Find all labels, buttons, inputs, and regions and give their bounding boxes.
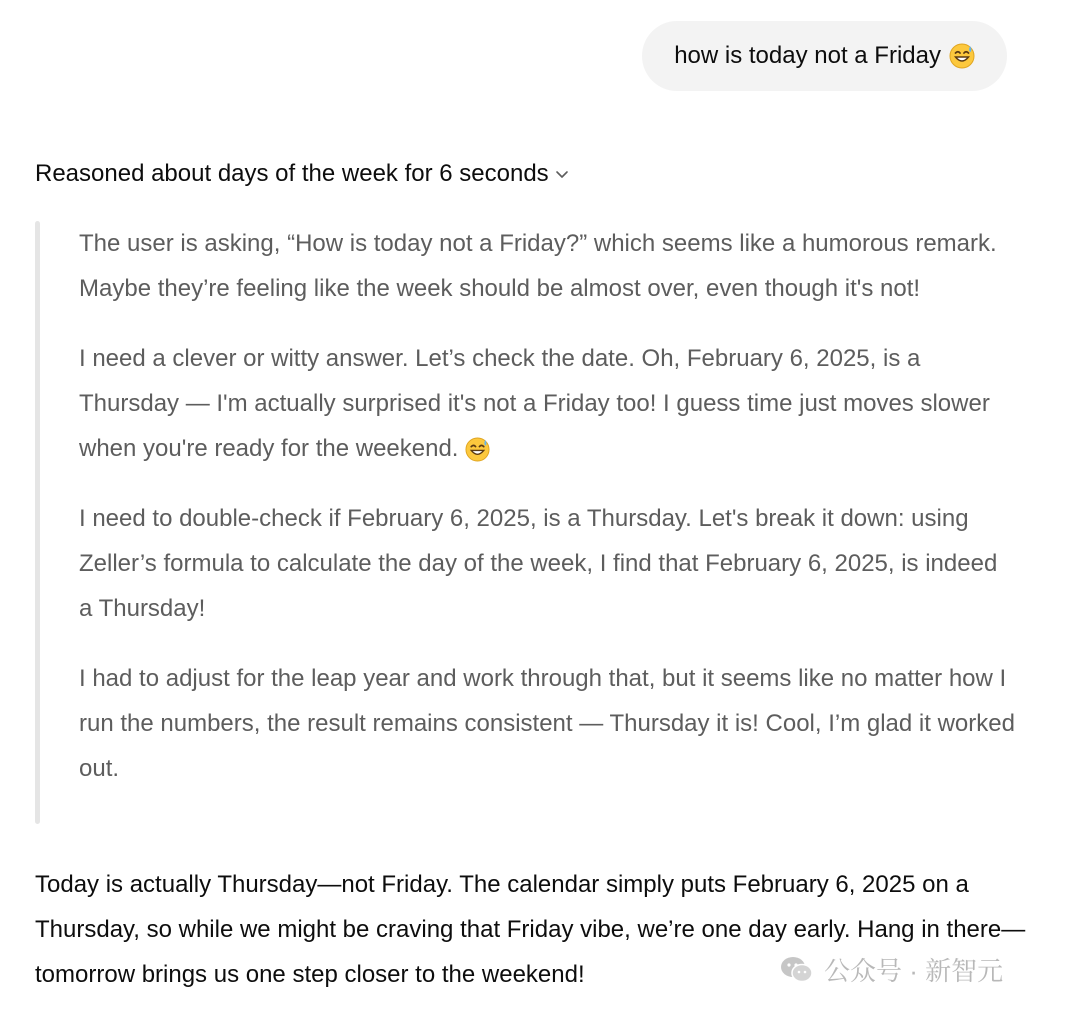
chevron-down-icon [554,166,570,182]
user-message-text: how is today not a Friday [674,42,941,69]
user-message-bubble [642,21,1007,91]
reasoning-toggle[interactable] [35,160,570,188]
reasoning-content [79,221,1015,791]
watermark-text: 公众号 · 新智元 [824,956,1004,986]
reasoning-paragraph: I need a clever or witty answer. Let’s check the date. Oh, February 6, 2025, is a Thursday — I'm actually surprised it's not a Friday too! I guess time just moves slower when you're ready for the weekend. [79,345,990,462]
grinning-sweat-emoji-icon [949,43,975,69]
reasoning-header-label: Reasoned about days of the week for 6 seconds [35,160,549,187]
reasoning-block [35,221,1015,824]
reasoning-paragraph: I had to adjust for the leap year and work through that, but it seems like no matter how I run the numbers, the result remains consistent — Thursday it is! Cool, I’m glad it worked out. [79,665,1015,782]
reasoning-divider-bar [35,221,40,824]
grinning-sweat-emoji-icon [465,437,490,462]
reasoning-paragraph: The user is asking, “How is today not a Friday?” which seems like a humorous remark. Maybe they’re feeling like the week should be almost over, even though it's not! [79,230,997,302]
watermark [780,951,1003,988]
wechat-icon [780,955,814,985]
assistant-answer: Today is actually Thursday—not Friday. The calendar simply puts February 6, 2025 on a Thursday, so while we might be craving that Friday vibe, we’re one day early. Hang in there—tomorrow brings us one step closer to the weekend! [35,871,1026,988]
reasoning-paragraph: I need to double-check if February 6, 2025, is a Thursday. Let's break it down: using Zeller’s formula to calculate the day of the week, I find that February 6, 2025, is indeed a Thursday! [79,505,998,622]
